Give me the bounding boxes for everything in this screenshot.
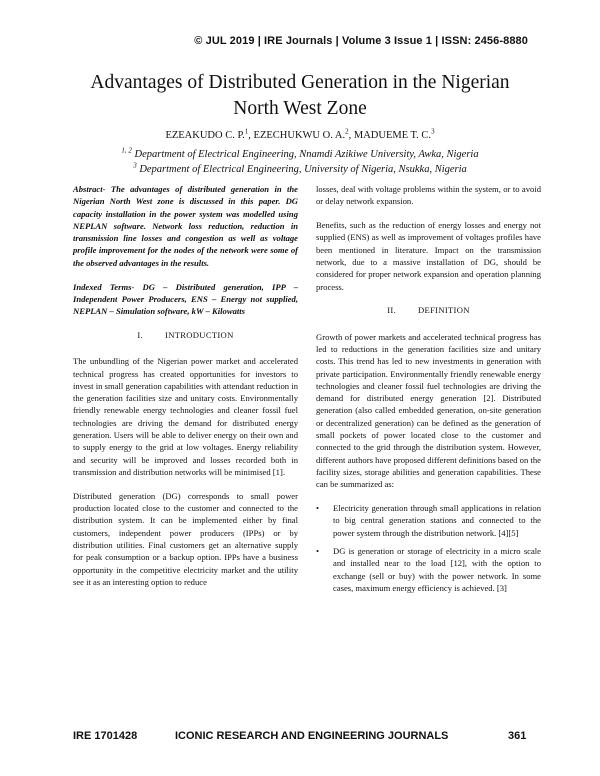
intro-paragraph-3: losses, deal with voltage problems within the system, or to avoid or delay network expansion. [316,184,541,207]
author-list [0,127,600,141]
page-number: 361 [508,730,527,742]
paper-title [60,70,540,122]
footer-journal-name: ICONIC RESEARCH AND ENGINEERING JOURNALS [175,730,449,742]
author-3: , MADUEME T. C. [348,130,432,141]
author-1-sup: 1 [244,127,249,136]
author-2: , EZECHUKWU O. A. [248,130,346,141]
list-item [316,545,541,594]
section-title: DEFINITION [418,305,470,316]
affiliation-2-sup: 3 [133,161,137,170]
footer-id: IRE 1701428 [73,730,138,742]
affiliation-2 [0,161,600,175]
journal-header: © JUL 2019 | IRE Journals | Volume 3 Issue 1 | ISSN: 2456-8880 [194,35,528,47]
section-title: INTRODUCTION [165,329,234,340]
bullet-icon: • [316,503,320,514]
bullet-icon: • [316,545,320,556]
section-number: II. [387,305,397,316]
list-item [316,502,541,539]
author-1: EZEAKUDO C. P. [165,130,245,141]
section-number: I. [137,329,144,340]
title-line-2: North West Zone [233,98,367,119]
author-2-sup: 2 [345,127,349,136]
abstract: Abstract- The advantages of distributed generation in the Nigerian North West zone is discussed in this paper. DG capacity installation in the power system was modelled using NEPLAN software. Network loss reduction, reduction in transmission line losses and congestion as well as voltage profile improvement for the nodes of the network were some of the observed advantages in the results. [73,184,298,268]
left-column [73,183,298,600]
affiliation-1-text: Department of Electrical Engineering, Nnamdi Azikiwe University, Awka, Nigeria [131,149,479,160]
intro-paragraph-1: The unbundling of the Nigerian power market and accelerated technical progress has created opportunities for investors to invest in small generation capabilities with attendant reduction in the generation facilities size and unitary costs. Environmentally friendly renewable energy technologies and cleaner fossil fuel technologies are driving the demand for distributed energy generation. Users will be able to deliver energy on their own and to supply energy to the grid at low voltages. Energy reliability and security will be improved and losses recorded both in transmission and distribution networks will be minimised [1]. [73,356,298,477]
list-item-text: DG is generation or storage of electricity in a micro scale and installed near to the load [12], with the option to exchange (sell or buy) with the power network. In some cases, maximum energy efficiency is achieved. [3] [333,545,541,593]
intro-paragraph-4: Benefits, such as the reduction of energy losses and energy not supplied (ENS) as well as improvement of voltages profiles have been mentioned in literature. Impact on the transmission network, due to a massive installation of DG, should be considered for proper network expansion and operation planning process. [316,220,541,292]
affiliation-1-sup: 1, 2 [121,146,132,155]
definition-paragraph: Growth of power markets and accelerated technical progress has led to reductions in the generation facilities size and unitary costs. This trend has led to new investments in generation with private participation. Environmentally friendly renewable energy technologies and cleaner fossil fuel technologies are driving the demand for distributed energy generation [2]. Distributed generation (also called embedded generation, on-site generation or decentralized generation) can be defined as the generation of small pockets of power located close to the customer and connected to the grid through the distribution system. However, different authors have proposed different definitions based on the facility sizes, storage abilities and generation capabilities. These can be summarized as: [316,331,541,490]
author-3-sup: 3 [431,127,435,136]
index-terms: Indexed Terms- DG – Distributed generation, IPP – Independent Power Producers, ENS – Energy not supplied, NEPLAN – Simulation software, kW – Kilowatts [73,281,298,317]
affiliation-2-text: Department of Electrical Engineering, University of Nigeria, Nsukka, Nigeria [136,164,467,175]
definition-bullet-list [316,502,541,594]
section-heading-introduction [73,329,298,341]
intro-paragraph-2: Distributed generation (DG) corresponds to small power production located close to the customer and connected to the distribution system. It can be implemented either by final customers, independent power producers (IPPs) or by distribution utilities. Final customers get an alternative supply for peak consumption or a backup option. IPPs have a business opportunity in the competitive electricity market and the utility see it as an interesting option to reduce [73,490,298,587]
section-heading-definition [316,304,541,316]
right-column [316,183,541,600]
list-item-text: Electricity generation through small applications in relation to big central generation stations and connected to the power system through the distribution network. [4][5] [333,503,541,538]
title-line-1: Advantages of Distributed Generation in the Nigerian [90,72,510,93]
affiliation-1 [0,146,600,160]
